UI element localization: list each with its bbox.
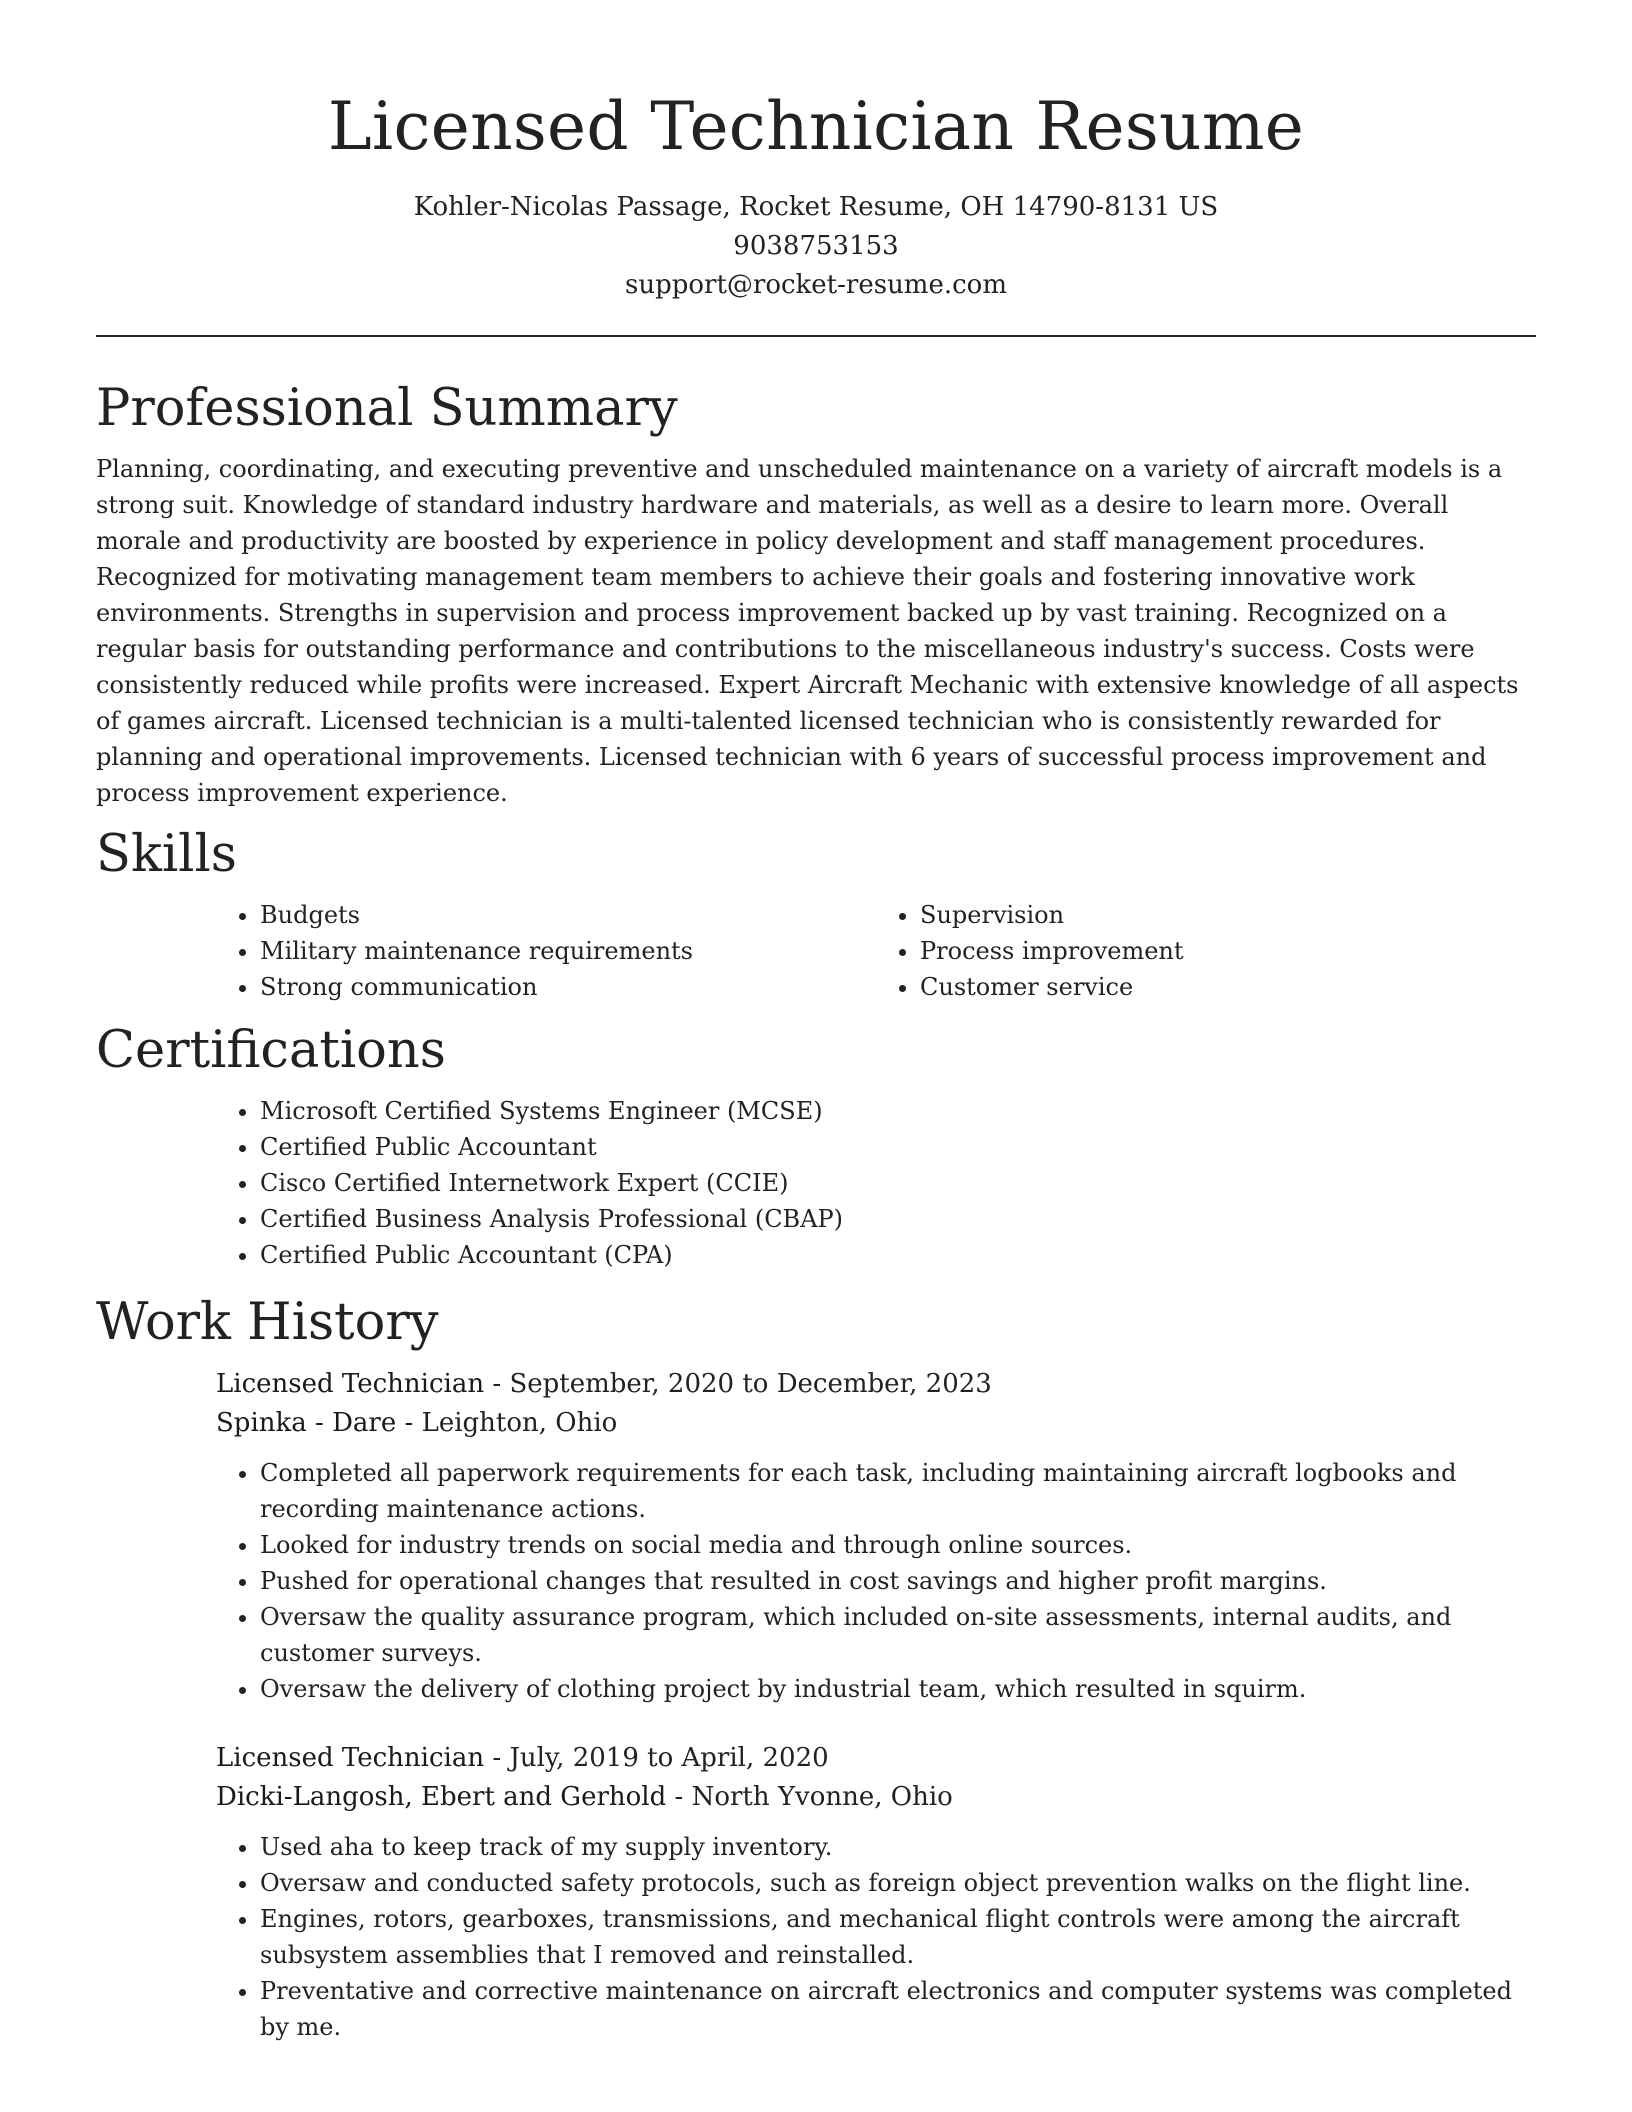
skills-heading: Skills: [96, 825, 237, 884]
job-bullets: [216, 1455, 1536, 1707]
contact-address: Kohler-Nicolas Passage, Rocket Resume, OH 14790-8131 US: [413, 192, 1219, 222]
certification-item: • Certified Public Accountant (CPA): [260, 1237, 1536, 1273]
skill-item: • Budgets: [260, 897, 876, 933]
resume-title: Licensed Technician Resume: [327, 88, 1305, 165]
job-bullet: • Looked for industry trends on social media and through online sources.: [260, 1527, 1536, 1563]
certification-item: • Certified Business Analysis Professional (CBAP): [260, 1201, 1536, 1237]
job-entry: [216, 1365, 1536, 1707]
contact-phone: 9038753153: [733, 231, 899, 261]
job-location: - Leighton, Ohio: [396, 1408, 618, 1438]
certifications-list: [216, 1093, 1536, 1273]
summary-heading: Professional Summary: [96, 379, 678, 438]
job-bullet: • Oversaw the delivery of clothing project by industrial team, which resulted in squirm.: [260, 1671, 1536, 1707]
skills-list-left: [216, 897, 876, 1005]
job-company-line: [216, 1778, 1536, 1817]
skill-item: • Supervision: [920, 897, 1536, 933]
skill-item: • Process improvement: [920, 933, 1536, 969]
job-title: Licensed Technician: [216, 1369, 485, 1399]
job-title: Licensed Technician: [216, 1743, 485, 1773]
certification-item: • Microsoft Certified Systems Engineer (MCSE): [260, 1093, 1536, 1129]
contact-block: [96, 188, 1536, 305]
work-history-heading: Work History: [96, 1293, 439, 1352]
job-bullet: • Oversaw the quality assurance program, which included on-site assessments, internal audits, and customer surveys.: [260, 1599, 1536, 1671]
job-title-line: [216, 1739, 1536, 1778]
job-bullets: [216, 1829, 1536, 2045]
contact-email: support@rocket-resume.com: [624, 270, 1007, 300]
skill-item: • Military maintenance requirements: [260, 933, 876, 969]
job-bullet: • Pushed for operational changes that resulted in cost savings and higher profit margins.: [260, 1563, 1536, 1599]
skill-item: • Customer service: [920, 969, 1536, 1005]
summary-text: Planning, coordinating, and executing preventive and unscheduled maintenance on a variety of aircraft models is a strong suit. Knowledge of standard industry hardware and materials, as well as a desire to learn more. Overall morale and productivity are boosted by experience in policy development and staff management procedures. Recognized for motivating management team members to achieve their goals and fostering innovative work environments. Strengths in supervision and process improvement backed up by vast training. Recognized on a regular basis for outstanding performance and contributions to the miscellaneous industry's success. Costs were consistently reduced while profits were increased. Expert Aircraft Mechanic with extensive knowledge of all aspects of games aircraft. Licensed technician is a multi-talented licensed technician who is consistently rewarded for planning and operational improvements. Licensed technician with 6 years of successful process improvement and process improvement experience.: [96, 455, 1519, 807]
skill-item: • Strong communication: [260, 969, 876, 1005]
header-divider: [96, 335, 1536, 337]
job-company: Spinka - Dare: [216, 1408, 397, 1438]
skills-list-right: [876, 897, 1536, 1005]
job-title-line: [216, 1365, 1536, 1404]
certification-item: • Certified Public Accountant: [260, 1129, 1536, 1165]
resume-page: [96, 0, 1536, 2045]
job-entry: [216, 1739, 1536, 2045]
summary-section: [96, 379, 1536, 811]
job-company-line: [216, 1404, 1536, 1443]
job-dates: - September, 2020 to December, 2023: [484, 1369, 992, 1399]
certifications-heading: Certifications: [96, 1021, 446, 1080]
job-bullet: • Oversaw and conducted safety protocols, such as foreign object prevention walks on the flight line.: [260, 1865, 1536, 1901]
certifications-section: [96, 1021, 1536, 1273]
work-history-section: [96, 1293, 1536, 2045]
skills-section: [96, 825, 1536, 1005]
job-dates: - July, 2019 to April, 2020: [484, 1743, 829, 1773]
skills-columns: [216, 897, 1536, 1005]
job-bullet: • Used aha to keep track of my supply inventory.: [260, 1829, 1536, 1865]
job-location: - North Yvonne, Ohio: [666, 1782, 953, 1812]
certification-item: • Cisco Certified Internetwork Expert (CCIE): [260, 1165, 1536, 1201]
job-bullet: • Engines, rotors, gearboxes, transmissions, and mechanical flight controls were among the aircraft subsystem assemblies that I removed and reinstalled.: [260, 1901, 1536, 1973]
job-bullet: • Preventative and corrective maintenance on aircraft electronics and computer systems was completed by me.: [260, 1973, 1536, 2045]
job-company: Dicki-Langosh, Ebert and Gerhold: [216, 1782, 667, 1812]
job-bullet: • Completed all paperwork requirements for each task, including maintaining aircraft logbooks and recording maintenance actions.: [260, 1455, 1536, 1527]
